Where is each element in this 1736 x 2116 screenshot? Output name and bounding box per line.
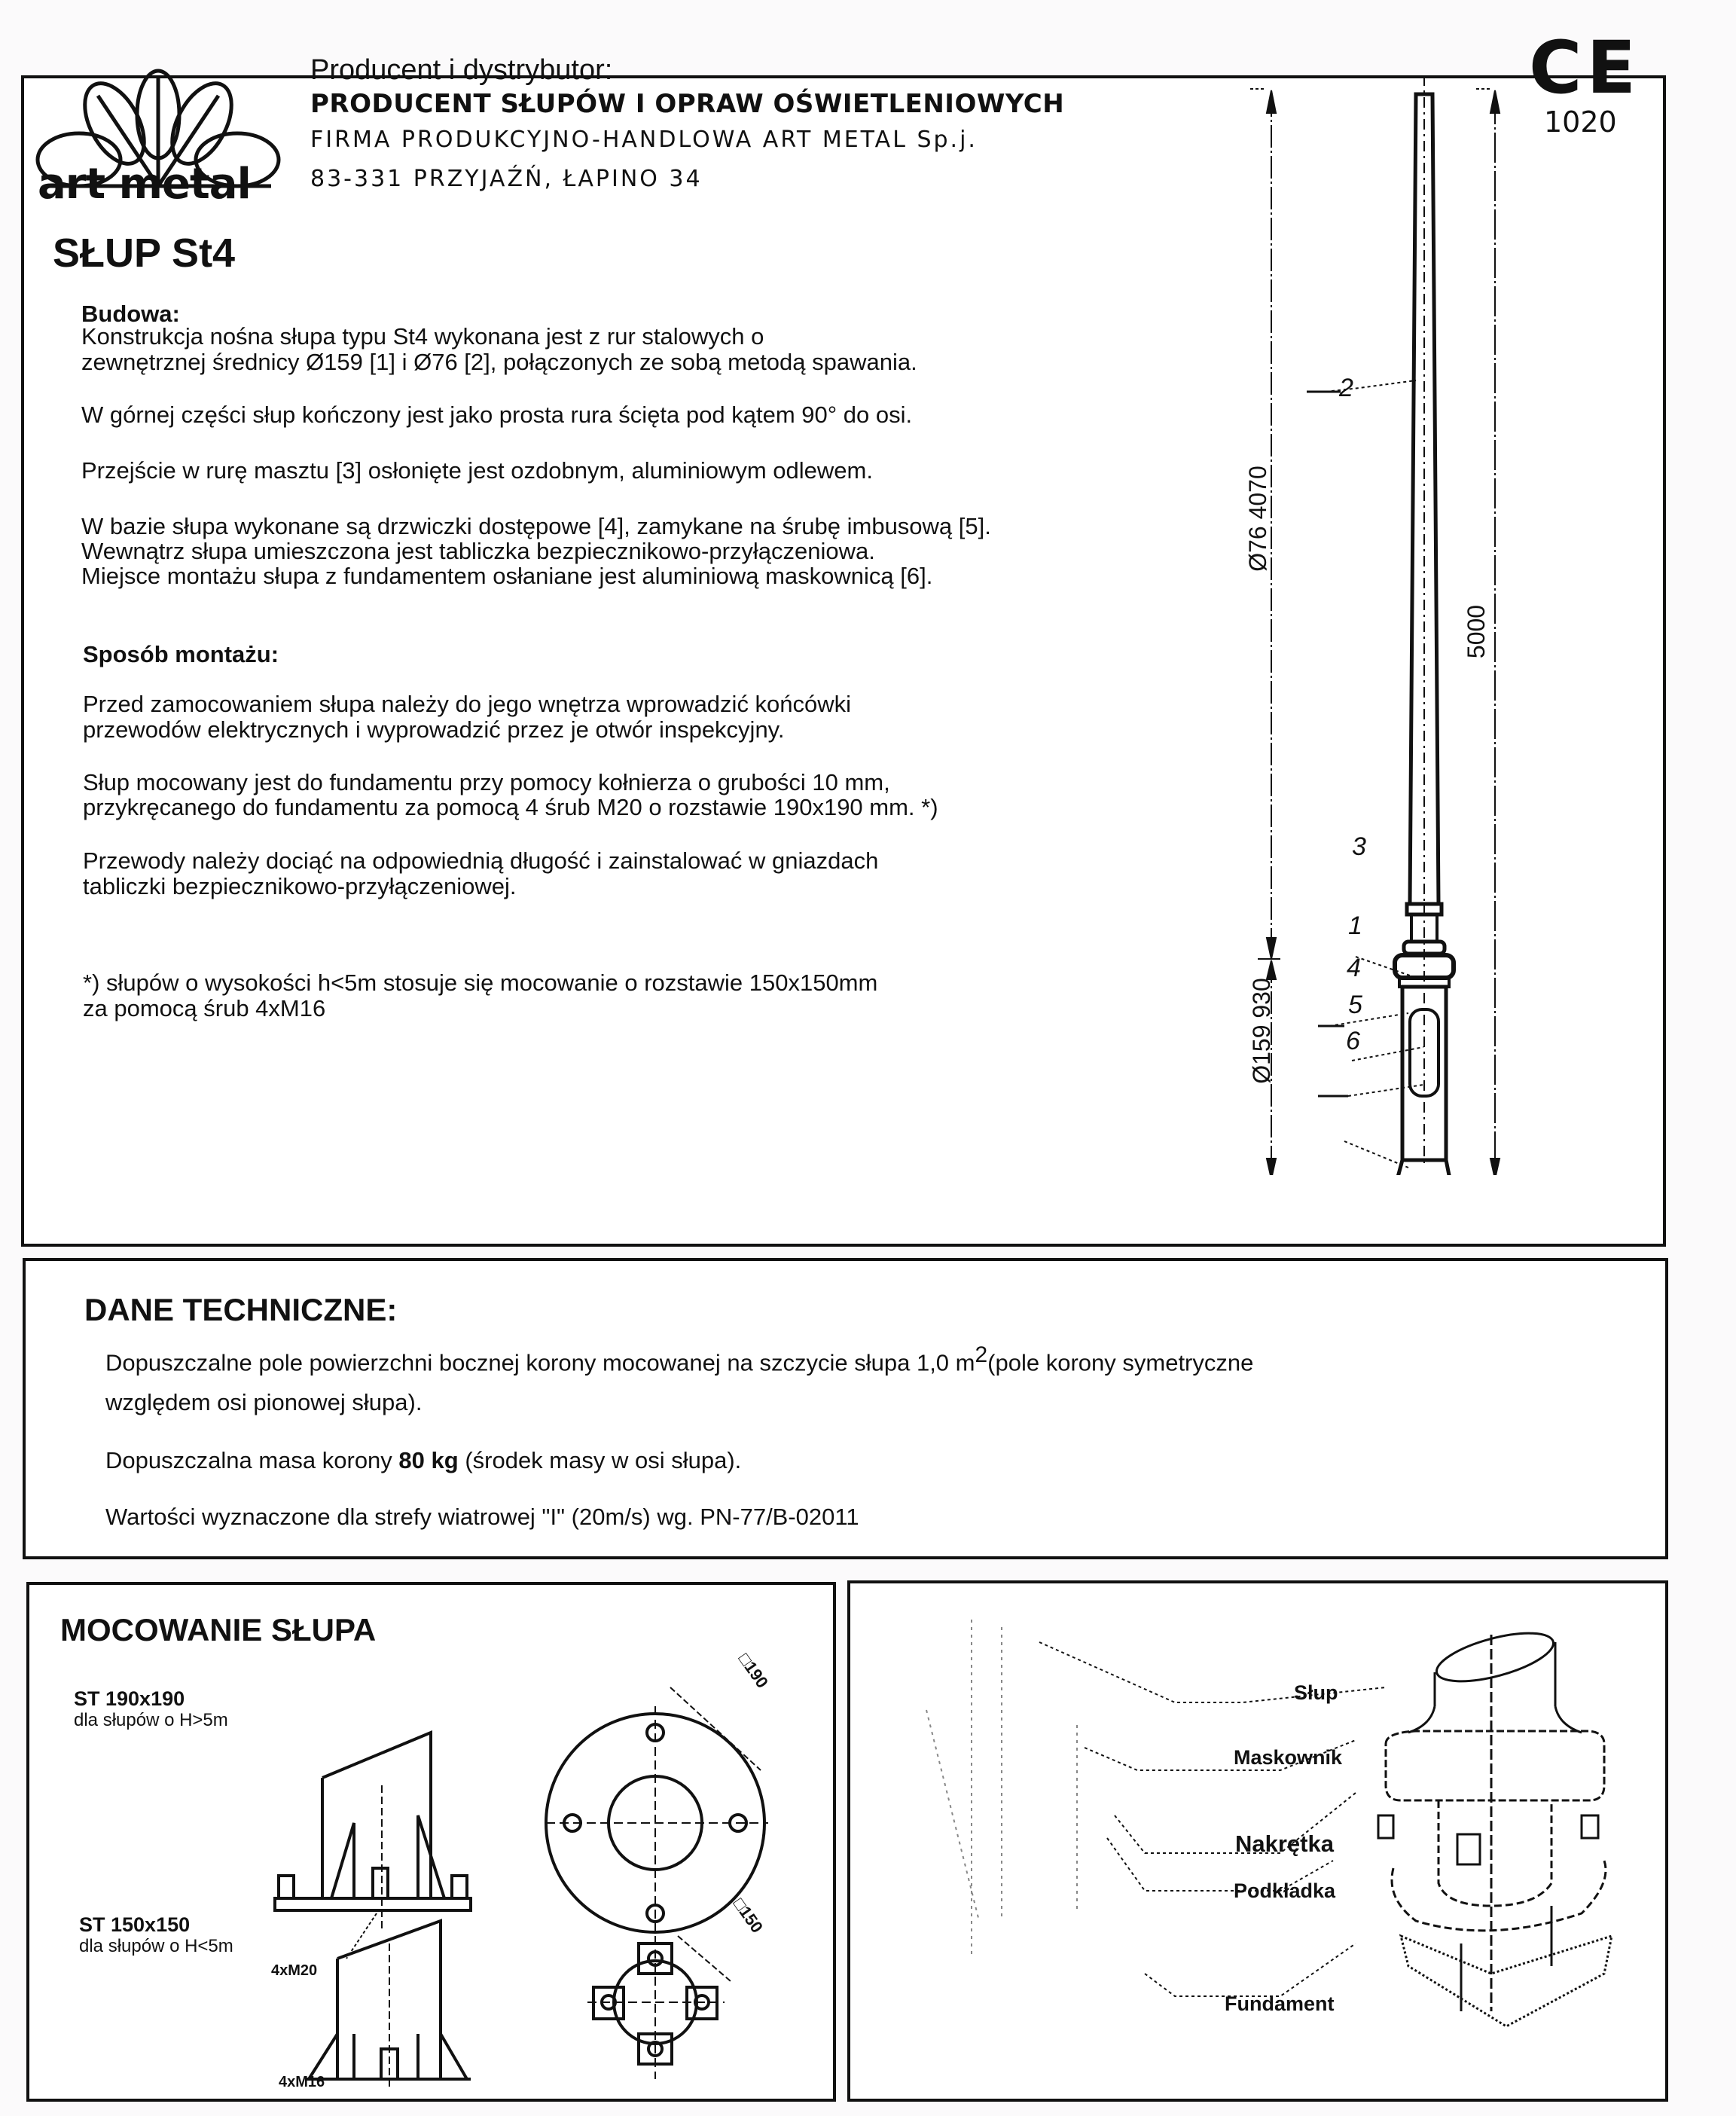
mounting-variant2-title: ST 150x150 xyxy=(79,1913,191,1936)
assembly-label-foundation: Fundament xyxy=(1225,1992,1335,2015)
tech-line3-text: Dopuszczalna masa korony xyxy=(105,1447,399,1473)
budowa-line: W górnej części słup kończony jest jako prosta rura ścięta pod kątem 90° do osi. xyxy=(81,402,913,428)
mounting-variant2-dimension: □150 xyxy=(729,1895,767,1937)
budowa-heading: Budowa: xyxy=(81,301,180,327)
assembly-label-nut: Nakrętka xyxy=(1235,1831,1334,1857)
header-company-name: FIRMA PRODUKCYJNO-HANDLOWA ART METAL Sp.j. xyxy=(310,127,978,153)
montaz-line: przykręcanego do fundamentu za pomocą 4 śrub M20 o rozstawie 190x190 mm. *) xyxy=(83,794,938,820)
footnote-line: za pomocą śrub 4xM16 xyxy=(83,995,326,1021)
montaz-line: Przed zamocowaniem słupa należy do jego wnętrza wprowadzić końcówki xyxy=(83,691,852,717)
callout-number: 4 xyxy=(1347,954,1361,982)
technical-data-line xyxy=(105,1341,1253,1376)
montaz-line: tabliczki bezpiecznikowo-przyłączeniowej. xyxy=(83,873,517,899)
pole-technical-drawing xyxy=(1235,45,1567,1175)
header-company-tagline: PRODUCENT SŁUPÓW I OPRAW OŚWIETLENIOWYCH xyxy=(310,89,1065,119)
flange-side-view-150 xyxy=(305,1921,471,2087)
budowa-line: Wewnątrz słupa umieszczona jest tabliczka bezpiecznikowo-przyłączeniowa. xyxy=(81,538,875,564)
assembly-label-washer: Podkładka xyxy=(1234,1879,1336,1902)
footnote-line: *) słupów o wysokości h<5m stosuje się mocowanie o rozstawie 150x150mm xyxy=(83,969,878,996)
assembly-label-cover: Maskownik xyxy=(1234,1746,1343,1769)
callout-number: 2 xyxy=(1339,374,1353,402)
dimension-base-tube: Ø159 930 xyxy=(1247,978,1275,1084)
mounting-variant2-subtitle: dla słupów o H<5m xyxy=(79,1936,233,1956)
mounting-variant2-bolts: 4xM16 xyxy=(279,2074,325,2090)
header-distributor-label: Producent i dystrybutor: xyxy=(310,54,613,86)
tech-line1-text: Dopuszczalne pole powierzchni bocznej korony mocowanej na szczycie słupa 1,0 m xyxy=(105,1349,975,1376)
montaz-line: Słup mocowany jest do fundamentu przy pomocy kołnierza o grubości 10 mm, xyxy=(83,769,890,795)
tech-mass-value: 80 kg xyxy=(398,1447,459,1473)
montaz-line: Przewody należy dociąć na odpowiednią długość i zainstalować w gniazdach xyxy=(83,847,879,874)
technical-data-line: Wartości wyznaczone dla strefy wiatrowej "I" (20m/s) wg. PN-77/B-02011 xyxy=(105,1504,859,1530)
tech-line3-continuation: (środek masy w osi słupa). xyxy=(458,1447,742,1473)
budowa-line: W bazie słupa wykonane są drzwiczki dostępowe [4], zamykane na śrubę imbusową [5]. xyxy=(81,513,991,539)
product-title: SŁUP St4 xyxy=(53,231,236,276)
callout-number: 6 xyxy=(1346,1027,1360,1055)
dimension-total-height: 5000 xyxy=(1463,604,1490,659)
ce-notified-body-number: 1020 xyxy=(1544,105,1617,139)
technical-data-line: względem osi pionowej słupa). xyxy=(105,1389,423,1415)
callout-number: 3 xyxy=(1352,832,1366,861)
tech-line1-continuation: (pole korony symetryczne xyxy=(987,1349,1254,1376)
mounting-heading: MOCOWANIE SŁUPA xyxy=(60,1612,377,1647)
budowa-line: zewnętrznej średnicy Ø159 [1] i Ø76 [2], połączonych ze sobą metodą spawania. xyxy=(81,349,917,375)
callout-number: 1 xyxy=(1348,911,1362,940)
tech-line1-superscript: 2 xyxy=(975,1342,988,1367)
budowa-line: Konstrukcja nośna słupa typu St4 wykonana jest z rur stalowych o xyxy=(81,323,764,350)
mounting-variant1-dimension: □190 xyxy=(734,1650,772,1692)
mounting-variant1-title: ST 190x190 xyxy=(74,1687,185,1710)
mounting-variant1-subtitle: dla słupów o H>5m xyxy=(74,1710,228,1730)
budowa-line: Miejsce montażu słupa z fundamentem osłaniane jest aluminiową maskownicą [6]. xyxy=(81,563,933,589)
budowa-line: Przejście w rurę masztu [3] osłonięte jest ozdobnym, aluminiowym odlewem. xyxy=(81,457,873,484)
technical-data-line xyxy=(105,1446,741,1474)
technical-data-heading: DANE TECHNICZNE: xyxy=(84,1292,398,1327)
logo-wordmark: art metal xyxy=(38,160,251,209)
flange-plan-view-150 xyxy=(587,1936,731,2079)
header-address: 83-331 PRZYJAŹŃ, ŁAPINO 34 xyxy=(310,166,703,192)
callout-number: 5 xyxy=(1348,991,1362,1019)
montaz-line: przewodów elektrycznych i wyprowadzić przez je otwór inspekcyjny. xyxy=(83,716,785,743)
montaz-heading: Sposób montażu: xyxy=(83,641,279,667)
mounting-drawings xyxy=(249,1642,836,2087)
ce-mark-icon: CE xyxy=(1529,26,1641,110)
mounting-variant1-bolts: 4xM20 xyxy=(271,1962,318,1979)
assembly-label-pole: Słup xyxy=(1294,1681,1338,1704)
dimension-upper-tube: Ø76 4070 xyxy=(1243,466,1271,572)
